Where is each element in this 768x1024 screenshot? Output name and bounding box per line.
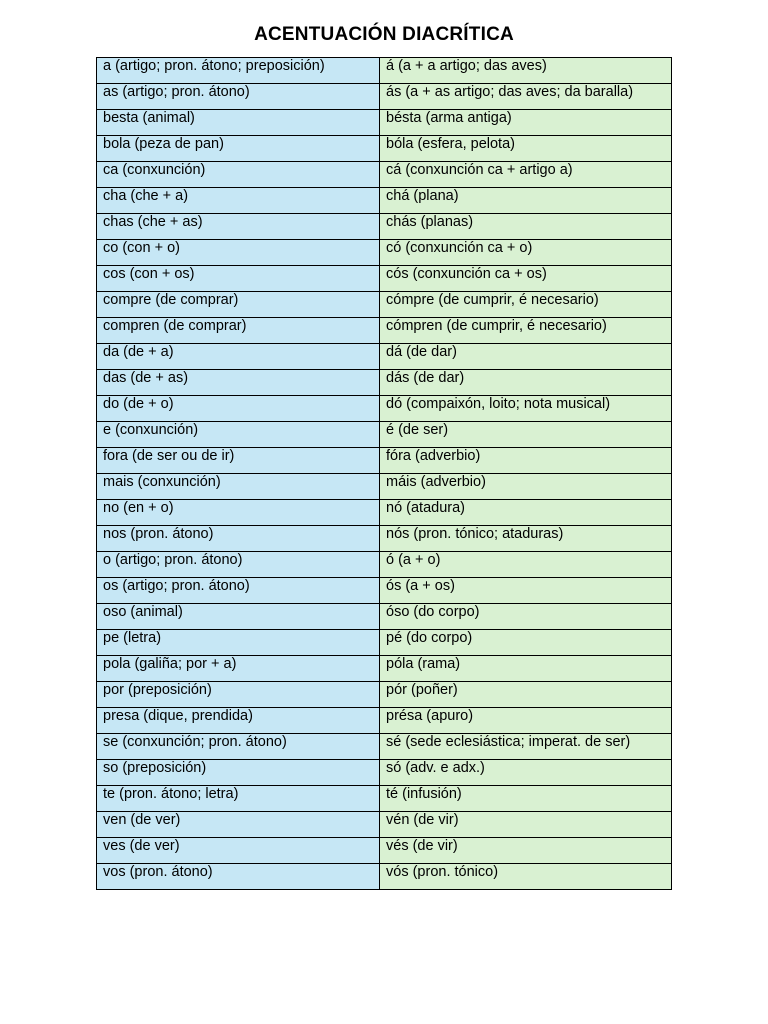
unaccented-word-cell: co (con + o)	[97, 240, 380, 266]
table-row	[97, 812, 672, 838]
table-row	[97, 760, 672, 786]
accented-word-cell: vén (de vir)	[380, 812, 672, 838]
accented-word-cell: só (adv. e adx.)	[380, 760, 672, 786]
accented-word-cell: cómpren (de cumprir, é necesario)	[380, 318, 672, 344]
accented-word-cell: có (conxunción ca + o)	[380, 240, 672, 266]
table-row	[97, 344, 672, 370]
unaccented-word-cell: te (pron. átono; letra)	[97, 786, 380, 812]
unaccented-word-cell: fora (de ser ou de ir)	[97, 448, 380, 474]
accented-word-cell: vós (pron. tónico)	[380, 864, 672, 890]
unaccented-word-cell: as (artigo; pron. átono)	[97, 84, 380, 110]
table-row	[97, 708, 672, 734]
accented-word-cell: présa (apuro)	[380, 708, 672, 734]
table-row	[97, 240, 672, 266]
table-row	[97, 526, 672, 552]
unaccented-word-cell: bola (peza de pan)	[97, 136, 380, 162]
accented-word-cell: é (de ser)	[380, 422, 672, 448]
accented-word-cell: dá (de dar)	[380, 344, 672, 370]
unaccented-word-cell: mais (conxunción)	[97, 474, 380, 500]
accented-word-cell: chá (plana)	[380, 188, 672, 214]
table-row	[97, 552, 672, 578]
accented-word-cell: nó (atadura)	[380, 500, 672, 526]
table-row	[97, 266, 672, 292]
table-row	[97, 604, 672, 630]
accented-word-cell: bóla (esfera, pelota)	[380, 136, 672, 162]
unaccented-word-cell: chas (che + as)	[97, 214, 380, 240]
table-row	[97, 58, 672, 84]
table-row	[97, 578, 672, 604]
accented-word-cell: fóra (adverbio)	[380, 448, 672, 474]
unaccented-word-cell: o (artigo; pron. átono)	[97, 552, 380, 578]
table-row	[97, 786, 672, 812]
accented-word-cell: dó (compaixón, loito; nota musical)	[380, 396, 672, 422]
table-row	[97, 656, 672, 682]
table-row	[97, 214, 672, 240]
diacritic-table	[96, 57, 672, 890]
table-row	[97, 318, 672, 344]
unaccented-word-cell: por (preposición)	[97, 682, 380, 708]
table-row	[97, 84, 672, 110]
table-row	[97, 448, 672, 474]
accented-word-cell: cós (conxunción ca + os)	[380, 266, 672, 292]
unaccented-word-cell: se (conxunción; pron. átono)	[97, 734, 380, 760]
table-row	[97, 734, 672, 760]
accented-word-cell: bésta (arma antiga)	[380, 110, 672, 136]
accented-word-cell: pór (poñer)	[380, 682, 672, 708]
unaccented-word-cell: besta (animal)	[97, 110, 380, 136]
unaccented-word-cell: cha (che + a)	[97, 188, 380, 214]
unaccented-word-cell: ven (de ver)	[97, 812, 380, 838]
accented-word-cell: pé (do corpo)	[380, 630, 672, 656]
accented-word-cell: ás (a + as artigo; das aves; da baralla)	[380, 84, 672, 110]
table-row	[97, 422, 672, 448]
table-row	[97, 370, 672, 396]
table-row	[97, 162, 672, 188]
table-row	[97, 864, 672, 890]
unaccented-word-cell: pola (galiña; por + a)	[97, 656, 380, 682]
accented-word-cell: dás (de dar)	[380, 370, 672, 396]
accented-word-cell: ó (a + o)	[380, 552, 672, 578]
accented-word-cell: sé (sede eclesiástica; imperat. de ser)	[380, 734, 672, 760]
unaccented-word-cell: ca (conxunción)	[97, 162, 380, 188]
table-row	[97, 838, 672, 864]
unaccented-word-cell: oso (animal)	[97, 604, 380, 630]
accented-word-cell: vés (de vir)	[380, 838, 672, 864]
accented-word-cell: cá (conxunción ca + artigo a)	[380, 162, 672, 188]
unaccented-word-cell: vos (pron. átono)	[97, 864, 380, 890]
table-row	[97, 188, 672, 214]
table-row	[97, 474, 672, 500]
accented-word-cell: nós (pron. tónico; ataduras)	[380, 526, 672, 552]
unaccented-word-cell: cos (con + os)	[97, 266, 380, 292]
accented-word-cell: cómpre (de cumprir, é necesario)	[380, 292, 672, 318]
unaccented-word-cell: compren (de comprar)	[97, 318, 380, 344]
unaccented-word-cell: compre (de comprar)	[97, 292, 380, 318]
table-row	[97, 292, 672, 318]
accented-word-cell: óso (do corpo)	[380, 604, 672, 630]
table-row	[97, 396, 672, 422]
table-row	[97, 630, 672, 656]
unaccented-word-cell: nos (pron. átono)	[97, 526, 380, 552]
unaccented-word-cell: presa (dique, prendida)	[97, 708, 380, 734]
accented-word-cell: ós (a + os)	[380, 578, 672, 604]
table-row	[97, 682, 672, 708]
accented-word-cell: chás (planas)	[380, 214, 672, 240]
unaccented-word-cell: das (de + as)	[97, 370, 380, 396]
unaccented-word-cell: so (preposición)	[97, 760, 380, 786]
unaccented-word-cell: os (artigo; pron. átono)	[97, 578, 380, 604]
table-row	[97, 110, 672, 136]
unaccented-word-cell: da (de + a)	[97, 344, 380, 370]
unaccented-word-cell: e (conxunción)	[97, 422, 380, 448]
table-body	[97, 58, 672, 890]
unaccented-word-cell: pe (letra)	[97, 630, 380, 656]
table-row	[97, 136, 672, 162]
unaccented-word-cell: a (artigo; pron. átono; preposición)	[97, 58, 380, 84]
accented-word-cell: póla (rama)	[380, 656, 672, 682]
unaccented-word-cell: no (en + o)	[97, 500, 380, 526]
unaccented-word-cell: do (de + o)	[97, 396, 380, 422]
accented-word-cell: té (infusión)	[380, 786, 672, 812]
page-title: ACENTUACIÓN DIACRÍTICA	[254, 24, 514, 45]
table-row	[97, 500, 672, 526]
unaccented-word-cell: ves (de ver)	[97, 838, 380, 864]
accented-word-cell: máis (adverbio)	[380, 474, 672, 500]
accented-word-cell: á (a + a artigo; das aves)	[380, 58, 672, 84]
